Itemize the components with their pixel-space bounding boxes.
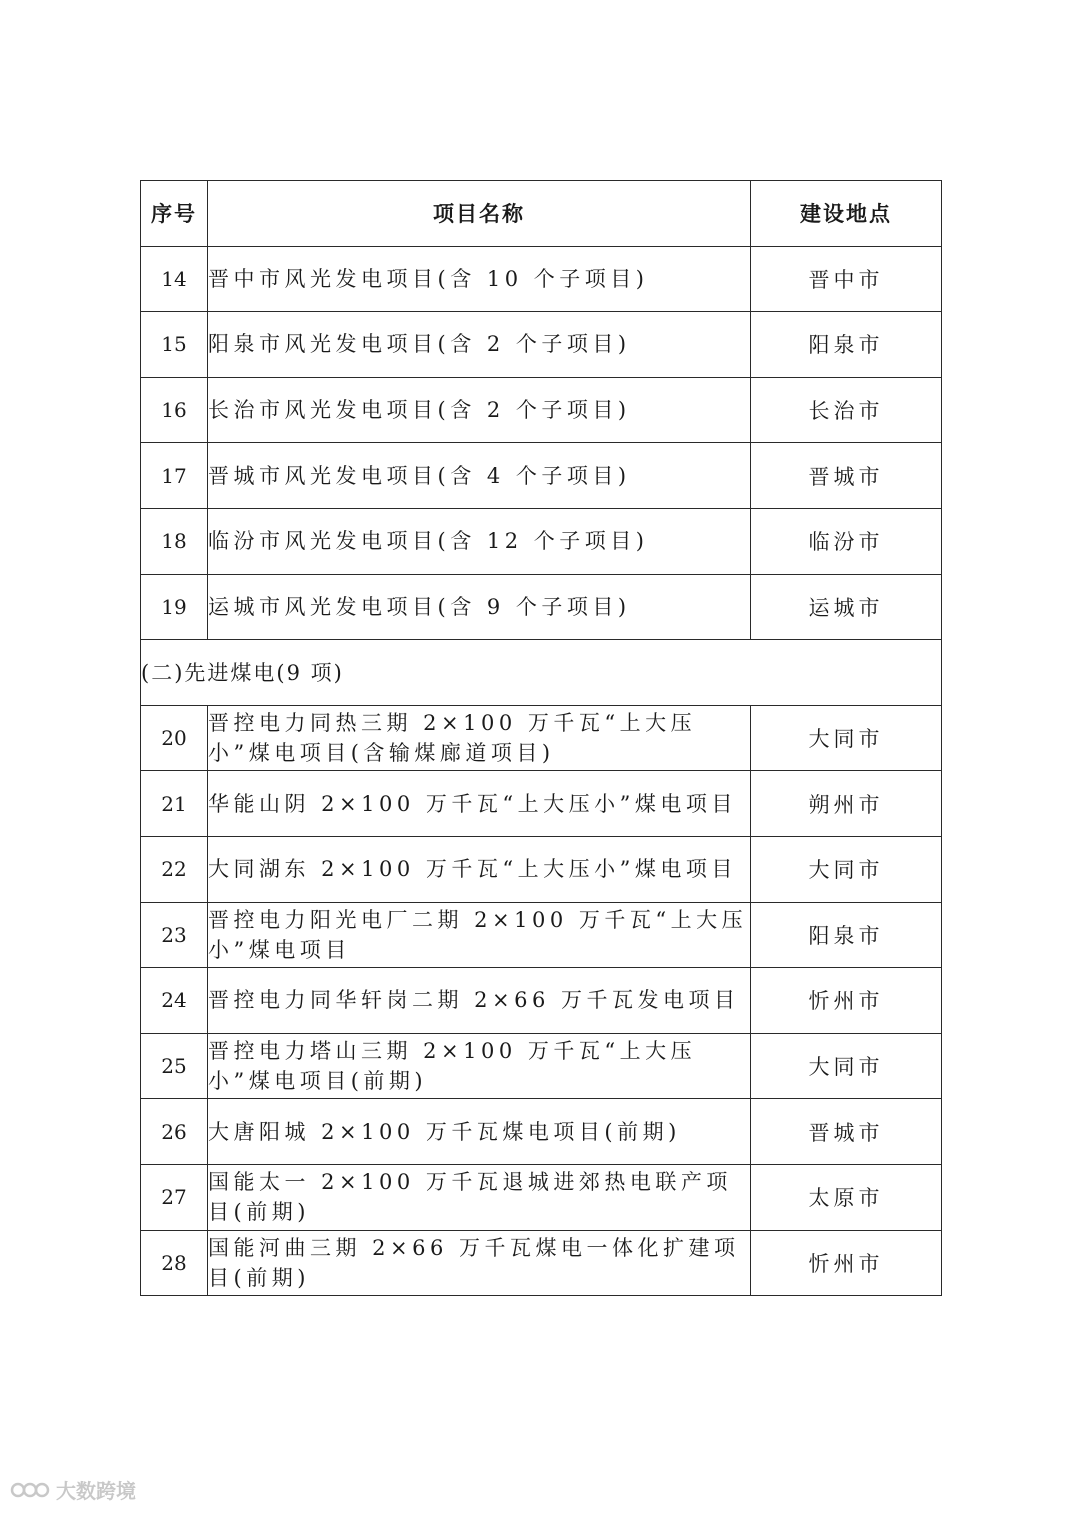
row-location: 太原市 (751, 1164, 942, 1230)
row-number: 24 (141, 968, 208, 1034)
row-project-name: 国能太一 2×100 万千瓦退城进郊热电联产项目(前期) (208, 1164, 751, 1230)
section-row (141, 640, 942, 706)
row-project-name: 晋城市风光发电项目(含 4 个子项目) (208, 443, 751, 509)
row-location: 阳泉市 (751, 312, 942, 378)
row-location: 忻州市 (751, 1230, 942, 1296)
row-number: 26 (141, 1099, 208, 1165)
row-location: 朔州市 (751, 771, 942, 837)
table-row (141, 1099, 942, 1165)
table-row (141, 443, 942, 509)
row-number: 15 (141, 312, 208, 378)
table-row (141, 705, 942, 771)
table-row (141, 312, 942, 378)
table-row (141, 1230, 942, 1296)
row-location: 大同市 (751, 836, 942, 902)
section-title: (二)先进煤电(9 项) (141, 640, 942, 706)
table-row (141, 902, 942, 968)
row-project-name: 运城市风光发电项目(含 9 个子项目) (208, 574, 751, 640)
row-location: 运城市 (751, 574, 942, 640)
row-location: 忻州市 (751, 968, 942, 1034)
watermark-logo-icon (10, 1480, 50, 1500)
row-location: 晋中市 (751, 246, 942, 312)
table-row (141, 508, 942, 574)
row-project-name: 临汾市风光发电项目(含 12 个子项目) (208, 508, 751, 574)
row-project-name: 晋控电力同华轩岗二期 2×66 万千瓦发电项目 (208, 968, 751, 1034)
row-location: 长治市 (751, 377, 942, 443)
row-location: 大同市 (751, 1033, 942, 1099)
row-project-name: 晋控电力同热三期 2×100 万千瓦“上大压小”煤电项目(含输煤廊道项目) (208, 705, 751, 771)
row-number: 16 (141, 377, 208, 443)
row-number: 18 (141, 508, 208, 574)
row-location: 临汾市 (751, 508, 942, 574)
project-table (140, 180, 942, 1296)
table-row (141, 574, 942, 640)
row-number: 22 (141, 836, 208, 902)
row-number: 21 (141, 771, 208, 837)
table-row (141, 771, 942, 837)
header-number: 序号 (141, 181, 208, 247)
header-location: 建设地点 (751, 181, 942, 247)
table-row (141, 836, 942, 902)
header-project-name: 项目名称 (208, 181, 751, 247)
row-project-name: 晋控电力塔山三期 2×100 万千瓦“上大压小”煤电项目(前期) (208, 1033, 751, 1099)
row-location: 大同市 (751, 705, 942, 771)
row-number: 25 (141, 1033, 208, 1099)
row-number: 27 (141, 1164, 208, 1230)
table-header-row (141, 181, 942, 247)
row-number: 14 (141, 246, 208, 312)
table-row (141, 246, 942, 312)
row-location: 阳泉市 (751, 902, 942, 968)
row-number: 20 (141, 705, 208, 771)
row-project-name: 长治市风光发电项目(含 2 个子项目) (208, 377, 751, 443)
watermark (10, 1475, 136, 1504)
row-project-name: 晋中市风光发电项目(含 10 个子项目) (208, 246, 751, 312)
table-row (141, 1033, 942, 1099)
table-row (141, 1164, 942, 1230)
table-row (141, 968, 942, 1034)
row-project-name: 大同湖东 2×100 万千瓦“上大压小”煤电项目 (208, 836, 751, 902)
row-number: 19 (141, 574, 208, 640)
row-project-name: 华能山阴 2×100 万千瓦“上大压小”煤电项目 (208, 771, 751, 837)
row-number: 23 (141, 902, 208, 968)
watermark-text: 大数跨境 (56, 1479, 136, 1503)
row-location: 晋城市 (751, 443, 942, 509)
table-row (141, 377, 942, 443)
row-project-name: 晋控电力阳光电厂二期 2×100 万千瓦“上大压小”煤电项目 (208, 902, 751, 968)
row-number: 17 (141, 443, 208, 509)
row-location: 晋城市 (751, 1099, 942, 1165)
row-project-name: 国能河曲三期 2×66 万千瓦煤电一体化扩建项目(前期) (208, 1230, 751, 1296)
row-number: 28 (141, 1230, 208, 1296)
row-project-name: 阳泉市风光发电项目(含 2 个子项目) (208, 312, 751, 378)
row-project-name: 大唐阳城 2×100 万千瓦煤电项目(前期) (208, 1099, 751, 1165)
